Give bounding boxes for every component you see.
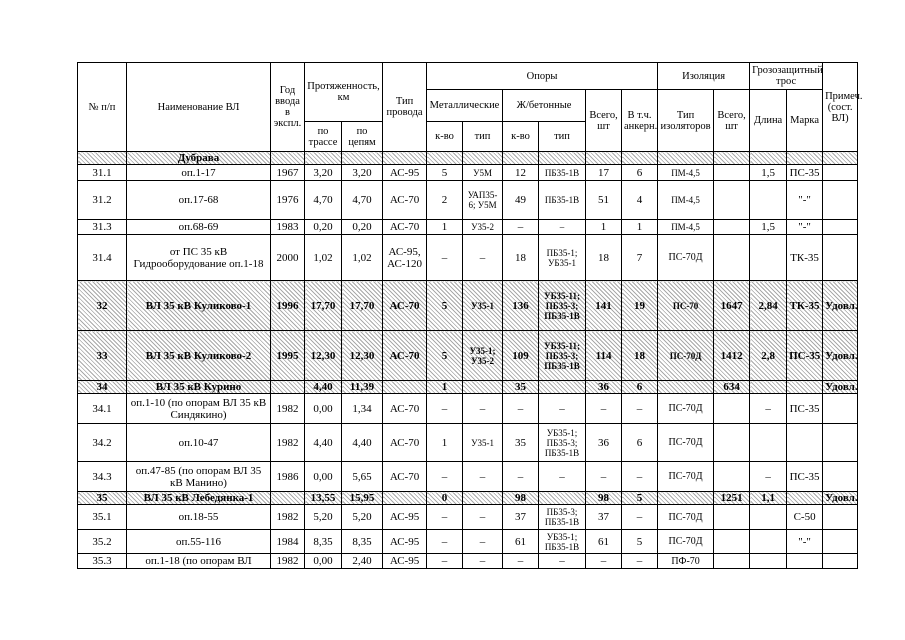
header-metal-type: тип bbox=[463, 122, 503, 152]
cell-name: оп.1-18 (по опорам ВЛ bbox=[127, 554, 271, 569]
cell-rc-count: – bbox=[503, 220, 539, 235]
cell-len-route: 3,20 bbox=[305, 165, 342, 181]
header-insulation: Изоляция bbox=[658, 63, 750, 90]
cell-note bbox=[823, 165, 858, 181]
cell-len-chain: 1,02 bbox=[342, 235, 383, 281]
cell-num: 34.2 bbox=[78, 424, 127, 462]
cell-metal-type: УАП35-6; У5М bbox=[463, 181, 503, 220]
cell-gw-mark bbox=[787, 554, 823, 569]
cell-gw-length: 2,8 bbox=[750, 331, 787, 381]
cell-len-chain: 5,65 bbox=[342, 462, 383, 492]
cell-wire: АС-95 bbox=[383, 554, 427, 569]
cell-year bbox=[271, 492, 305, 505]
section-name: Дубрава bbox=[127, 152, 271, 165]
cell-total: 36 bbox=[586, 381, 622, 394]
table-row bbox=[78, 462, 858, 492]
cell-gw-length bbox=[750, 424, 787, 462]
cell-metal-type: – bbox=[463, 235, 503, 281]
cell-ins-type: ПС-70Д bbox=[658, 235, 714, 281]
cell-len-chain: 4,40 bbox=[342, 424, 383, 462]
header-name: Наименование ВЛ bbox=[127, 63, 271, 152]
cell-total: 18 bbox=[586, 235, 622, 281]
cell-total: – bbox=[586, 462, 622, 492]
table-row-summary bbox=[78, 281, 858, 331]
header-length: Протяженность, км bbox=[305, 63, 383, 122]
cell-num: 32 bbox=[78, 281, 127, 331]
cell-rc-count: 98 bbox=[503, 492, 539, 505]
cell-rc-type: ПБ35-1; УБ35-1 bbox=[539, 235, 586, 281]
cell-gw-length bbox=[750, 505, 787, 530]
header-gw-mark: Марка bbox=[787, 90, 823, 152]
cell-name: оп.68-69 bbox=[127, 220, 271, 235]
cell-wire: АС-70 bbox=[383, 220, 427, 235]
table-row-summary bbox=[78, 331, 858, 381]
cell-metal-type bbox=[463, 381, 503, 394]
table-row-section bbox=[78, 152, 858, 165]
cell-rc-count: 12 bbox=[503, 165, 539, 181]
cell-ins-type bbox=[658, 492, 714, 505]
cell-len-route: 5,20 bbox=[305, 505, 342, 530]
cell-gw-mark: "-" bbox=[787, 530, 823, 554]
cell-total: 37 bbox=[586, 505, 622, 530]
cell-rc-count: 136 bbox=[503, 281, 539, 331]
cell-note bbox=[823, 181, 858, 220]
cell-rc-count: 35 bbox=[503, 381, 539, 394]
cell-len-chain: 17,70 bbox=[342, 281, 383, 331]
cell-num: 35.3 bbox=[78, 554, 127, 569]
cell-anchor: 6 bbox=[622, 165, 658, 181]
table-row bbox=[78, 530, 858, 554]
cell-metal-type: – bbox=[463, 530, 503, 554]
cell-ins-total bbox=[714, 220, 750, 235]
cell-ins-type: ПС-70Д bbox=[658, 424, 714, 462]
cell-rc-count: – bbox=[503, 462, 539, 492]
cell-year: 1967 bbox=[271, 165, 305, 181]
cell-len-chain: 5,20 bbox=[342, 505, 383, 530]
cell-note bbox=[823, 220, 858, 235]
cell-gw-length bbox=[750, 530, 787, 554]
cell-gw-mark bbox=[787, 424, 823, 462]
cell-ins-type bbox=[658, 381, 714, 394]
cell-year: 1976 bbox=[271, 181, 305, 220]
cell-gw-mark bbox=[787, 381, 823, 394]
table-row-summary bbox=[78, 492, 858, 505]
cell-rc-count: 37 bbox=[503, 505, 539, 530]
header-len-route: по трассе bbox=[305, 122, 342, 152]
cell-metal-type: У35-1; У35-2 bbox=[463, 331, 503, 381]
cell-ins-type: ПМ-4,5 bbox=[658, 220, 714, 235]
cell-ins-type: ПМ-4,5 bbox=[658, 165, 714, 181]
cell-gw-mark: ТК-35 bbox=[787, 281, 823, 331]
cell-num: 35 bbox=[78, 492, 127, 505]
cell-ins-total bbox=[714, 530, 750, 554]
cell-gw-length bbox=[750, 181, 787, 220]
cell-wire: АС-70 bbox=[383, 462, 427, 492]
cell-gw-length: 1,5 bbox=[750, 165, 787, 181]
cell-name: оп.1-17 bbox=[127, 165, 271, 181]
cell-gw-mark: ПС-35 bbox=[787, 394, 823, 424]
table-row bbox=[78, 181, 858, 220]
header-anchor: В т.ч. анкерн. bbox=[622, 90, 658, 152]
cell-total: 1 bbox=[586, 220, 622, 235]
cell-total: 17 bbox=[586, 165, 622, 181]
cell-metal-type: – bbox=[463, 462, 503, 492]
cell-num: 31.3 bbox=[78, 220, 127, 235]
cell-len-chain: 3,20 bbox=[342, 165, 383, 181]
table-row bbox=[78, 554, 858, 569]
cell-gw-length bbox=[750, 235, 787, 281]
cell-ins-total: 1647 bbox=[714, 281, 750, 331]
cell-year: 1986 bbox=[271, 462, 305, 492]
cell-rc-type: – bbox=[539, 462, 586, 492]
cell-ins-total bbox=[714, 235, 750, 281]
cell-gw-mark: ПС-35 bbox=[787, 165, 823, 181]
cell-ins-total bbox=[714, 181, 750, 220]
cell-name: ВЛ 35 кВ Лебедянка-1 bbox=[127, 492, 271, 505]
cell-ins-total bbox=[714, 462, 750, 492]
cell-metal-type: У5М bbox=[463, 165, 503, 181]
cell-wire: АС-70 bbox=[383, 181, 427, 220]
cell-wire: АС-95 bbox=[383, 165, 427, 181]
cell-len-route: 0,20 bbox=[305, 220, 342, 235]
cell-note: Удовл. bbox=[823, 381, 858, 394]
header-ins-type: Тип изоляторов bbox=[658, 90, 714, 152]
cell-num: 34.3 bbox=[78, 462, 127, 492]
cell-ins-total: 1412 bbox=[714, 331, 750, 381]
cell-ins-type: ПС-70Д bbox=[658, 505, 714, 530]
cell-name: от ПС 35 кВ Гидрооборудование оп.1-18 bbox=[127, 235, 271, 281]
cell-len-chain: 12,30 bbox=[342, 331, 383, 381]
table-header bbox=[78, 63, 863, 152]
cell-name: оп.55-116 bbox=[127, 530, 271, 554]
cell-len-chain: 4,70 bbox=[342, 181, 383, 220]
cell-metal-type bbox=[463, 492, 503, 505]
cell-year: 1982 bbox=[271, 394, 305, 424]
cell-wire bbox=[383, 492, 427, 505]
cell-ins-type: ПС-70Д bbox=[658, 530, 714, 554]
cell-note bbox=[823, 424, 858, 462]
cell-num: 35.2 bbox=[78, 530, 127, 554]
cell-len-route: 12,30 bbox=[305, 331, 342, 381]
cell-num: 31.2 bbox=[78, 181, 127, 220]
cell-metal-count: 5 bbox=[427, 331, 463, 381]
cell-year: 1982 bbox=[271, 424, 305, 462]
cell-rc-count: 35 bbox=[503, 424, 539, 462]
cell-rc-type bbox=[539, 381, 586, 394]
cell-year: 1982 bbox=[271, 554, 305, 569]
cell-total: – bbox=[586, 394, 622, 424]
cell-metal-type: У35-1 bbox=[463, 281, 503, 331]
cell-len-route: 4,70 bbox=[305, 181, 342, 220]
cell-name: ВЛ 35 кВ Курино bbox=[127, 381, 271, 394]
table-row bbox=[78, 505, 858, 530]
header-gw-length: Длина bbox=[750, 90, 787, 152]
cell-num: 31.1 bbox=[78, 165, 127, 181]
cell-anchor: 6 bbox=[622, 424, 658, 462]
header-wire-type: Тип провода bbox=[383, 63, 427, 152]
cell-wire bbox=[383, 381, 427, 394]
cell-anchor: 18 bbox=[622, 331, 658, 381]
cell-rc-type: УБ35-11; ПБ35-3; ПБ35-1В bbox=[539, 281, 586, 331]
cell-name: оп.18-55 bbox=[127, 505, 271, 530]
cell-wire: АС-70 bbox=[383, 424, 427, 462]
cell-anchor: 6 bbox=[622, 381, 658, 394]
cell-gw-mark: "-" bbox=[787, 220, 823, 235]
cell-rc-type: УБ35-1; ПБ35-1В bbox=[539, 530, 586, 554]
cell-len-route: 1,02 bbox=[305, 235, 342, 281]
cell-year bbox=[271, 381, 305, 394]
header-num: № п/п bbox=[78, 63, 127, 152]
table-body bbox=[78, 152, 858, 569]
cell-total: 61 bbox=[586, 530, 622, 554]
cell-note bbox=[823, 554, 858, 569]
cell-gw-length bbox=[750, 381, 787, 394]
cell-len-chain: 8,35 bbox=[342, 530, 383, 554]
cell-metal-type: – bbox=[463, 505, 503, 530]
cell-anchor: 4 bbox=[622, 181, 658, 220]
header-rc-type: тип bbox=[539, 122, 586, 152]
cell-rc-type: УБ35-1; ПБ35-3; ПБ35-1В bbox=[539, 424, 586, 462]
header-metal-count: к-во bbox=[427, 122, 463, 152]
cell-note bbox=[823, 462, 858, 492]
cell-len-route: 4,40 bbox=[305, 424, 342, 462]
cell-ins-total bbox=[714, 424, 750, 462]
cell-rc-count: 18 bbox=[503, 235, 539, 281]
cell-rc-type: ПБ35-3; ПБ35-1В bbox=[539, 505, 586, 530]
cell-total: – bbox=[586, 554, 622, 569]
cell-metal-count: – bbox=[427, 554, 463, 569]
cell-len-route: 4,40 bbox=[305, 381, 342, 394]
cell-wire: АС-95 bbox=[383, 505, 427, 530]
cell-rc-count: 49 bbox=[503, 181, 539, 220]
header-total: Всего, шт bbox=[586, 90, 622, 152]
cell-name: оп.47-85 (по опорам ВЛ 35 кВ Манино) bbox=[127, 462, 271, 492]
cell-metal-count: – bbox=[427, 462, 463, 492]
cell-gw-mark: ПС-35 bbox=[787, 462, 823, 492]
cell-metal-count: – bbox=[427, 530, 463, 554]
cell-len-chain: 1,34 bbox=[342, 394, 383, 424]
cell-metal-count: 1 bbox=[427, 424, 463, 462]
cell-anchor: – bbox=[622, 554, 658, 569]
cell-metal-type: У35-2 bbox=[463, 220, 503, 235]
cell-len-chain: 2,40 bbox=[342, 554, 383, 569]
cell-metal-count: – bbox=[427, 505, 463, 530]
cell-rc-type: – bbox=[539, 394, 586, 424]
cell-total: 114 bbox=[586, 331, 622, 381]
cell-name: оп.1-10 (по опорам ВЛ 35 кВ Синдякино) bbox=[127, 394, 271, 424]
cell-rc-type: ПБ35-1В bbox=[539, 181, 586, 220]
cell-name: ВЛ 35 кВ Куликово-2 bbox=[127, 331, 271, 381]
cell-note: Удовл. bbox=[823, 331, 858, 381]
cell-total: 98 bbox=[586, 492, 622, 505]
cell-len-route: 0,00 bbox=[305, 462, 342, 492]
table-row bbox=[78, 220, 858, 235]
cell-metal-count: 5 bbox=[427, 281, 463, 331]
cell-total: 141 bbox=[586, 281, 622, 331]
cell-rc-count: 61 bbox=[503, 530, 539, 554]
cell-name: ВЛ 35 кВ Куликово-1 bbox=[127, 281, 271, 331]
cell-gw-mark: ПС-35 bbox=[787, 331, 823, 381]
cell-anchor: 1 bbox=[622, 220, 658, 235]
table-row bbox=[78, 165, 858, 181]
cell-metal-count: – bbox=[427, 394, 463, 424]
cell-rc-count: – bbox=[503, 394, 539, 424]
cell-num: 34.1 bbox=[78, 394, 127, 424]
cell-wire: АС-95 bbox=[383, 530, 427, 554]
cell-ins-total bbox=[714, 554, 750, 569]
cell-ins-total bbox=[714, 505, 750, 530]
cell-note bbox=[823, 505, 858, 530]
cell-rc-type: – bbox=[539, 554, 586, 569]
cell-len-route: 17,70 bbox=[305, 281, 342, 331]
cell-year: 2000 bbox=[271, 235, 305, 281]
cell-gw-length: 1,1 bbox=[750, 492, 787, 505]
cell-metal-count: 1 bbox=[427, 381, 463, 394]
cell-num: 31.4 bbox=[78, 235, 127, 281]
cell-anchor: 7 bbox=[622, 235, 658, 281]
table-row bbox=[78, 394, 858, 424]
cell-name: оп.10-47 bbox=[127, 424, 271, 462]
header-note: Примеч. (сост. ВЛ) bbox=[823, 63, 858, 152]
header-metal: Металлические bbox=[427, 90, 503, 122]
cell-metal-count: – bbox=[427, 235, 463, 281]
header-ground-wire: Грозозащитный трос bbox=[750, 63, 823, 90]
cell-gw-length: – bbox=[750, 394, 787, 424]
cell-wire: АС-70 bbox=[383, 331, 427, 381]
header-supports: Опоры bbox=[427, 63, 658, 90]
cell-rc-count: – bbox=[503, 554, 539, 569]
cell-wire: АС-70 bbox=[383, 281, 427, 331]
cell-note bbox=[823, 530, 858, 554]
cell-gw-length bbox=[750, 554, 787, 569]
cell-year: 1996 bbox=[271, 281, 305, 331]
cell-name: оп.17-68 bbox=[127, 181, 271, 220]
header-len-chain: по цепям bbox=[342, 122, 383, 152]
cell-metal-type: У35-1 bbox=[463, 424, 503, 462]
cell-ins-type: ПС-70Д bbox=[658, 394, 714, 424]
table-row bbox=[78, 424, 858, 462]
cell-num: 33 bbox=[78, 331, 127, 381]
cell-year: 1983 bbox=[271, 220, 305, 235]
cell-rc-type: – bbox=[539, 220, 586, 235]
cell-ins-total: 634 bbox=[714, 381, 750, 394]
cell-anchor: 19 bbox=[622, 281, 658, 331]
cell-gw-mark: ТК-35 bbox=[787, 235, 823, 281]
cell-metal-count: 1 bbox=[427, 220, 463, 235]
cell-note: Удовл. bbox=[823, 281, 858, 331]
cell-anchor: 5 bbox=[622, 492, 658, 505]
cell-gw-length: 1,5 bbox=[750, 220, 787, 235]
cell-ins-type: ПС-70Д bbox=[658, 462, 714, 492]
cell-len-route: 8,35 bbox=[305, 530, 342, 554]
cell-len-chain: 15,95 bbox=[342, 492, 383, 505]
cell-year: 1982 bbox=[271, 505, 305, 530]
cell-num: 34 bbox=[78, 381, 127, 394]
cell-year: 1995 bbox=[271, 331, 305, 381]
cell-anchor: 5 bbox=[622, 530, 658, 554]
cell-note bbox=[823, 235, 858, 281]
cell-metal-count: 0 bbox=[427, 492, 463, 505]
power-lines-table bbox=[77, 62, 863, 569]
cell-total: 51 bbox=[586, 181, 622, 220]
cell-ins-type: ПС-70 bbox=[658, 281, 714, 331]
cell-rc-count: 109 bbox=[503, 331, 539, 381]
cell-ins-type: ПМ-4,5 bbox=[658, 181, 714, 220]
cell-ins-type: ПС-70Д bbox=[658, 331, 714, 381]
header-ins-total: Всего, шт bbox=[714, 90, 750, 152]
cell-metal-type: – bbox=[463, 394, 503, 424]
cell-ins-total bbox=[714, 165, 750, 181]
cell-anchor: – bbox=[622, 462, 658, 492]
cell-gw-length: – bbox=[750, 462, 787, 492]
cell-ins-total: 1251 bbox=[714, 492, 750, 505]
cell-len-chain: 11,39 bbox=[342, 381, 383, 394]
cell-total: 36 bbox=[586, 424, 622, 462]
cell-gw-mark: "-" bbox=[787, 181, 823, 220]
table-row bbox=[78, 235, 858, 281]
cell-anchor: – bbox=[622, 505, 658, 530]
cell-rc-type: ПБ35-1В bbox=[539, 165, 586, 181]
cell-rc-type bbox=[539, 492, 586, 505]
cell-len-chain: 0,20 bbox=[342, 220, 383, 235]
cell-note bbox=[823, 394, 858, 424]
table-row-summary bbox=[78, 381, 858, 394]
cell-metal-count: 5 bbox=[427, 165, 463, 181]
cell-year: 1984 bbox=[271, 530, 305, 554]
cell-note: Удовл. bbox=[823, 492, 858, 505]
cell-ins-type: ПФ-70 bbox=[658, 554, 714, 569]
cell-ins-total bbox=[714, 394, 750, 424]
cell-len-route: 13,55 bbox=[305, 492, 342, 505]
header-rc: Ж/бетонные bbox=[503, 90, 586, 122]
cell-anchor: – bbox=[622, 394, 658, 424]
cell-gw-mark: С-50 bbox=[787, 505, 823, 530]
cell-rc-type: УБ35-11; ПБ35-3; ПБ35-1В bbox=[539, 331, 586, 381]
cell-len-route: 0,00 bbox=[305, 554, 342, 569]
header-year: Год ввода в экспл. bbox=[271, 63, 305, 152]
cell-wire: АС-95, АС-120 bbox=[383, 235, 427, 281]
cell-gw-length: 2,84 bbox=[750, 281, 787, 331]
cell-wire: АС-70 bbox=[383, 394, 427, 424]
cell-num: 35.1 bbox=[78, 505, 127, 530]
cell-metal-count: 2 bbox=[427, 181, 463, 220]
cell-metal-type: – bbox=[463, 554, 503, 569]
header-rc-count: к-во bbox=[503, 122, 539, 152]
cell-len-route: 0,00 bbox=[305, 394, 342, 424]
cell-gw-mark bbox=[787, 492, 823, 505]
